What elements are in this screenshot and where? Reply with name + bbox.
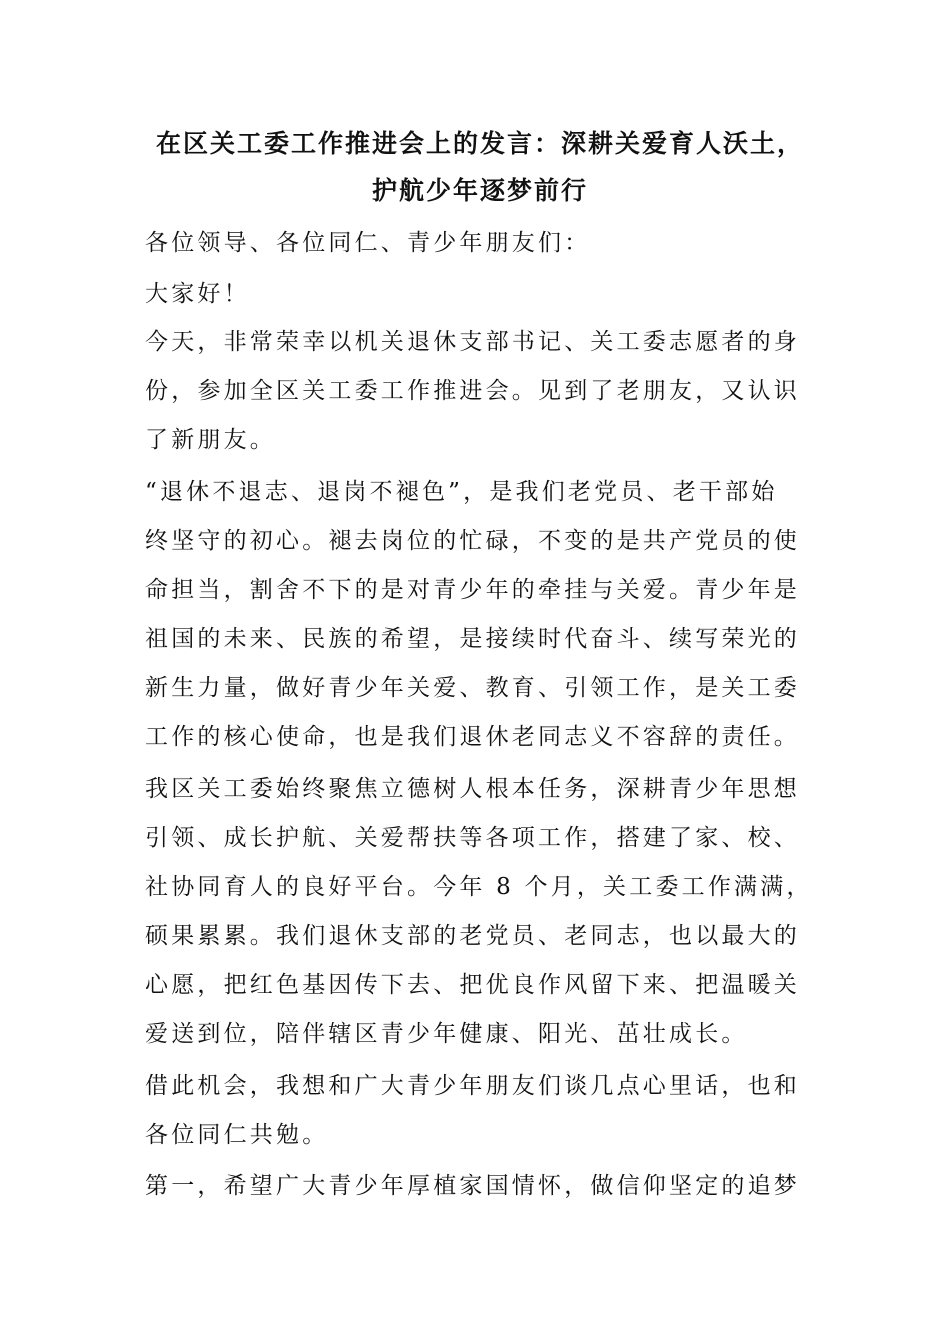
- body-line: 借此机会，我想和广大青少年朋友们谈几点心里话，也和: [145, 1073, 800, 1099]
- body-line: “退休不退志、退岗不褪色”，是我们老党员、老干部始: [145, 479, 778, 505]
- body-line: 份，参加全区关工委工作推进会。见到了老朋友，又认识: [145, 378, 800, 404]
- body-line: 硕果累累。我们退休支部的老党员、老同志，也以最大的: [145, 923, 800, 949]
- greeting: 大家好！: [145, 281, 250, 307]
- body-line: 祖国的未来、民族的希望，是接续时代奋斗、续写荣光的: [145, 626, 800, 652]
- body-line: 引领、成长护航、关爱帮扶等各项工作，搭建了家、校、: [145, 825, 800, 851]
- body-line: 社协同育人的良好平台。今年 8 个月，关工委工作满满，: [145, 874, 813, 900]
- body-line: 各位同仁共勉。: [145, 1122, 329, 1148]
- body-line: 第一，希望广大青少年厚植家国情怀，做信仰坚定的追梦: [145, 1173, 800, 1199]
- body-line: 我区关工委始终聚焦立德树人根本任务，深耕青少年思想: [145, 776, 800, 802]
- body-line: 命担当，割舍不下的是对青少年的牵挂与关爱。青少年是: [145, 577, 800, 603]
- document-title-line-2: 护航少年逐梦前行: [371, 176, 588, 205]
- body-line: 爱送到位，陪伴辖区青少年健康、阳光、茁壮成长。: [145, 1021, 748, 1047]
- body-line: 了新朋友。: [145, 427, 276, 453]
- body-line: 新生力量，做好青少年关爱、教育、引领工作，是关工委: [145, 675, 800, 701]
- document-title-line-1: 在区关工委工作推进会上的发言：深耕关爱育人沃土，: [155, 129, 804, 158]
- body-line: 工作的核心使命，也是我们退休老同志义不容辞的责任。: [145, 724, 800, 750]
- salutation: 各位领导、各位同仁、青少年朋友们：: [145, 230, 591, 256]
- body-line: 今天，非常荣幸以机关退休支部书记、关工委志愿者的身: [145, 329, 800, 355]
- body-line: 心愿，把红色基因传下去、把优良作风留下来、把温暖关: [145, 972, 800, 998]
- body-line: 终坚守的初心。褪去岗位的忙碌，不变的是共产党员的使: [145, 528, 800, 554]
